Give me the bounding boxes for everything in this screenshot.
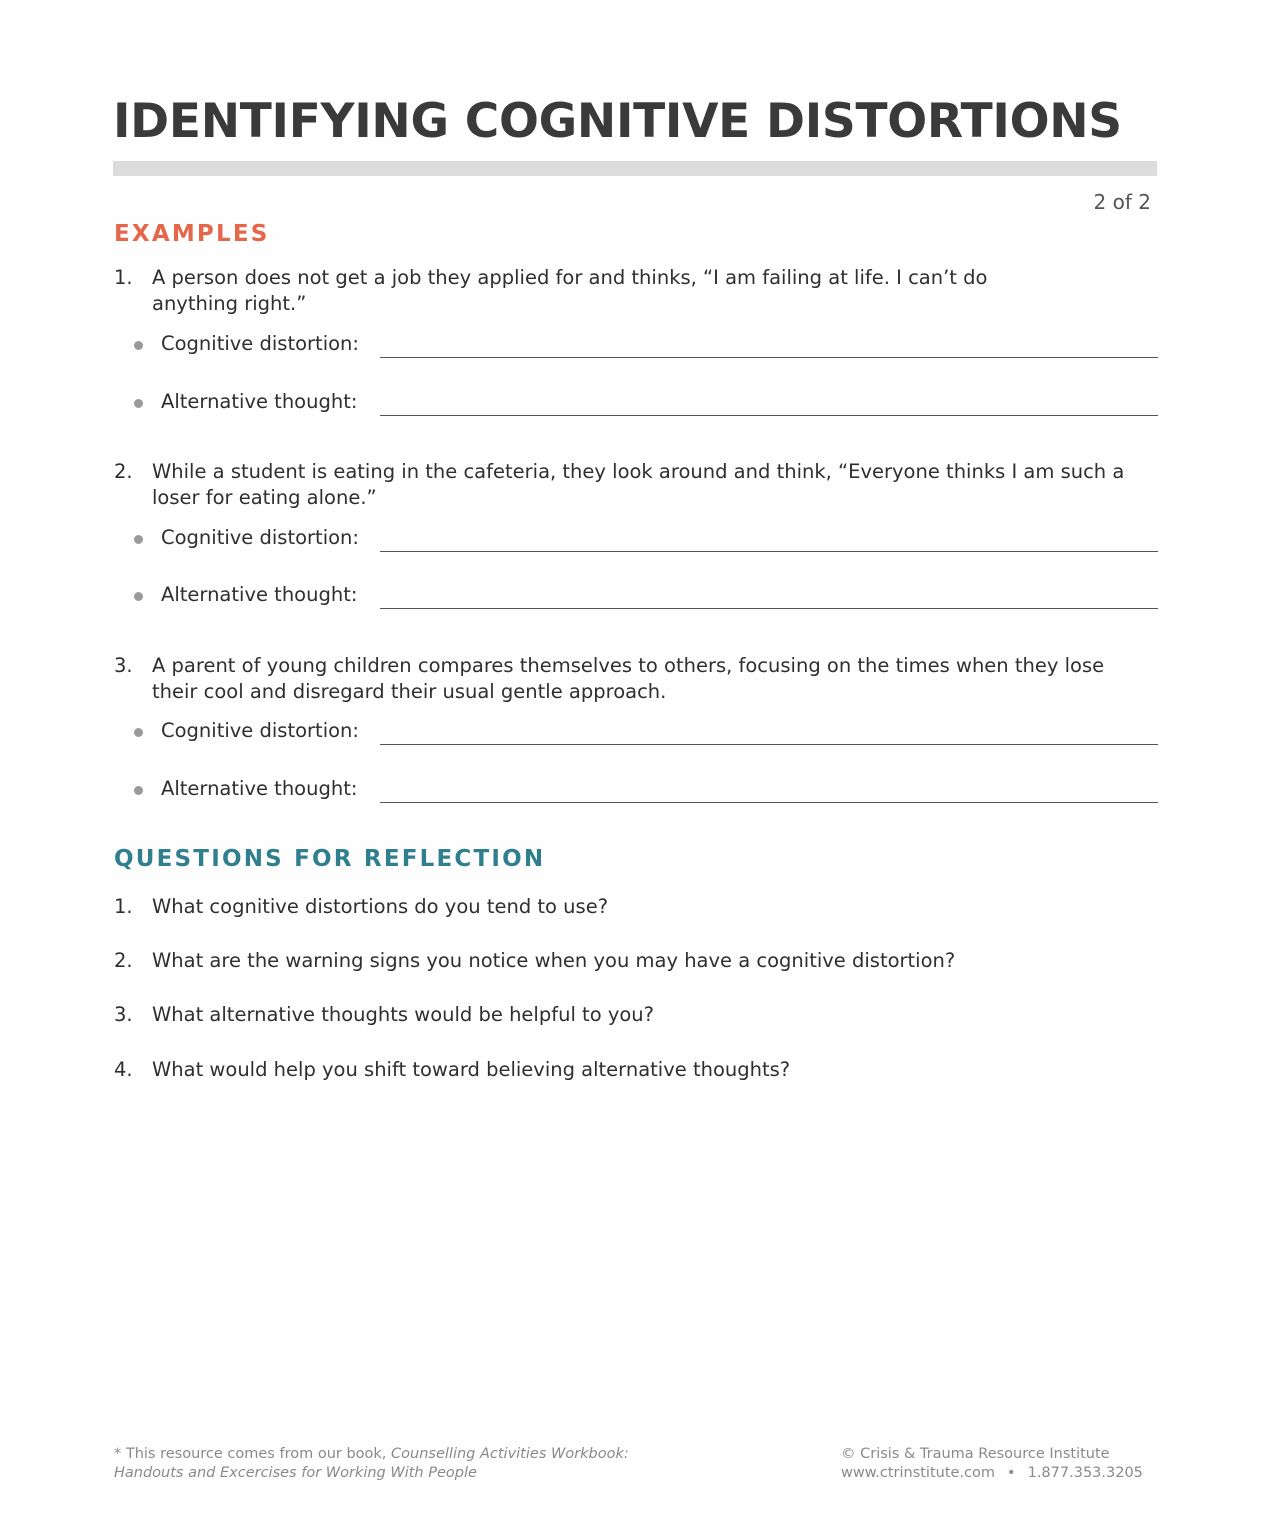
example-text: A parent of young children compares themselves to others, focusing on the times when they lose their cool and disregard their usual gentle approach. [152,654,1105,703]
cognitive-distortion-field[interactable] [114,330,1158,360]
question-number: 2. [114,949,133,972]
footer-separator: • [1007,1465,1016,1481]
answer-line[interactable] [380,551,1158,552]
bullet-icon [134,728,143,737]
field-label: Cognitive distortion: [161,526,359,549]
answer-line[interactable] [380,608,1158,609]
alternative-thought-field[interactable] [114,581,1158,611]
bullet-icon [134,592,143,601]
reflection-heading: QUESTIONS FOR REFLECTION [114,846,546,872]
answer-line[interactable] [380,357,1158,358]
field-label: Cognitive distortion: [161,719,359,742]
field-label: Alternative thought: [161,777,358,800]
examples-heading: EXAMPLES [114,221,270,247]
alternative-thought-field[interactable] [114,388,1158,418]
question-number: 1. [114,895,133,918]
cognitive-distortion-field[interactable] [114,717,1158,747]
bullet-icon [134,786,143,795]
page-title: IDENTIFYING COGNITIVE DISTORTIONS [113,94,1122,149]
question-text: What are the warning signs you notice when you may have a cognitive distortion? [152,949,956,972]
question-text: What would help you shift toward believing alternative thoughts? [152,1058,791,1081]
reflection-question [114,1057,1158,1085]
footer-source-note [114,1445,629,1483]
reflection-question [114,894,1158,922]
example-text: A person does not get a job they applied for and thinks, “I am failing at life. I can’t do anything right.” [152,266,988,315]
footer-website[interactable]: www.ctrinstitute.com [841,1465,996,1481]
field-label: Cognitive distortion: [161,332,359,355]
field-label: Alternative thought: [161,583,358,606]
question-number: 4. [114,1058,133,1081]
example-text: While a student is eating in the cafeteria, they look around and think, “Everyone thinks I am such a loser for eating alone.” [152,460,1125,509]
field-label: Alternative thought: [161,390,358,413]
bullet-icon [134,399,143,408]
example-number: 2. [114,460,133,483]
question-text: What cognitive distortions do you tend to use? [152,895,609,918]
footer-phone: 1.877.353.3205 [1027,1465,1143,1481]
footer-book-title: Counselling Activities Workbook: [391,1446,629,1462]
reflection-question [114,948,1158,976]
answer-line[interactable] [380,415,1158,416]
example-number: 1. [114,266,133,289]
footer-org: © Crisis & Trauma Resource Institute [841,1446,1110,1462]
title-divider [113,161,1157,176]
example-number: 3. [114,654,133,677]
question-number: 3. [114,1003,133,1026]
question-text: What alternative thoughts would be helpful to you? [152,1003,655,1026]
bullet-icon [134,341,143,350]
alternative-thought-field[interactable] [114,775,1158,805]
page-indicator: 2 of 2 [1093,190,1151,214]
footer-book-subtitle: Handouts and Excercises for Working With People [114,1465,477,1481]
footer-contact [841,1445,1143,1483]
reflection-question [114,1002,1158,1030]
answer-line[interactable] [380,802,1158,803]
footer-note-prefix: * This resource comes from our book, [114,1446,392,1462]
answer-line[interactable] [380,744,1158,745]
bullet-icon [134,535,143,544]
cognitive-distortion-field[interactable] [114,524,1158,554]
